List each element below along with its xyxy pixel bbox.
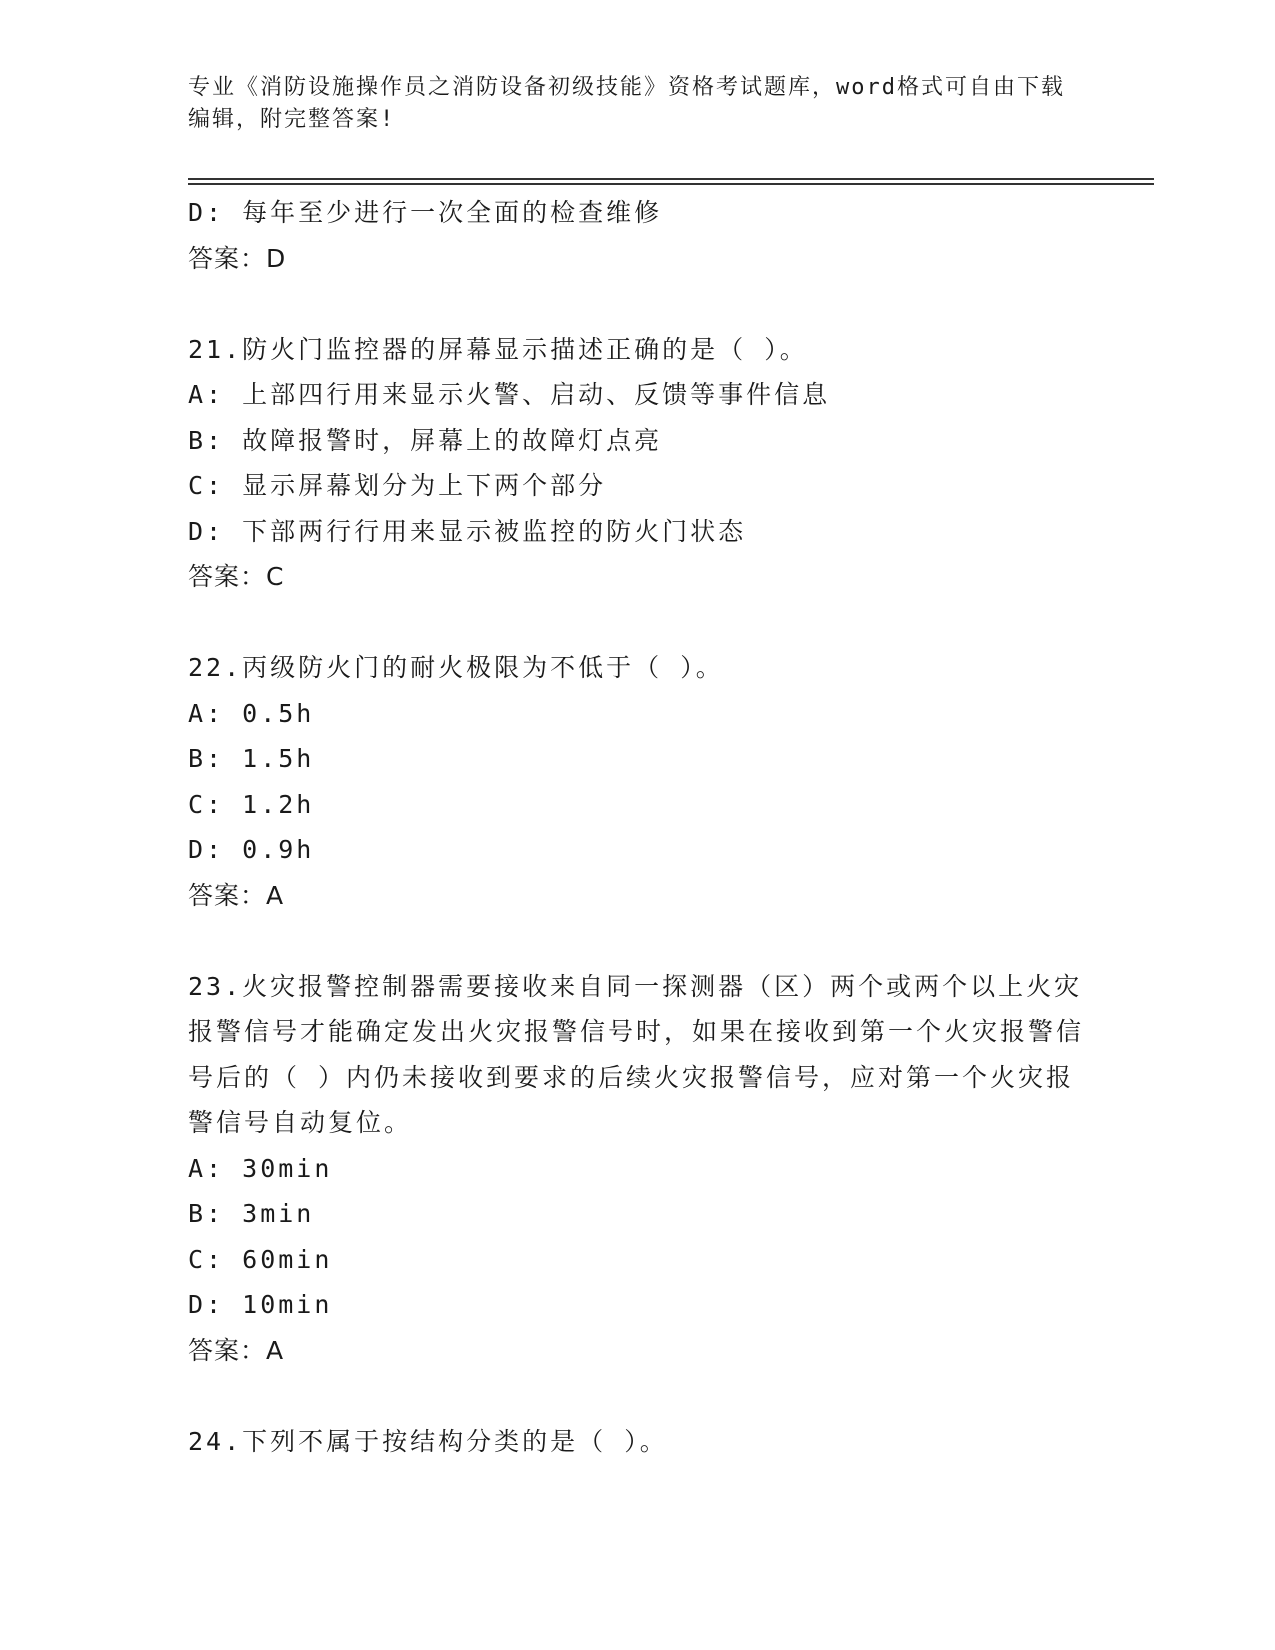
question-stem: 24.下列不属于按结构分类的是（ ）。: [188, 1426, 668, 1456]
option-a: A: 0.5h: [188, 698, 315, 728]
answer: 答案：A: [188, 880, 285, 910]
spacer: [188, 600, 1088, 646]
carryover-option-d: D: 每年至少进行一次全面的检查维修: [188, 198, 663, 227]
option-a: A: 30min: [188, 1153, 333, 1183]
question-22: [188, 645, 1088, 918]
option-b: B: 故障报警时，屏幕上的故障灯点亮: [188, 425, 663, 455]
question-21: [188, 327, 1088, 600]
option-b: B: 3min: [188, 1199, 315, 1228]
option-c: C: 1.2h: [188, 789, 315, 819]
option-c: C: 显示屏幕划分为上下两个部分: [188, 471, 607, 500]
spacer: [188, 918, 1088, 964]
header-text: 专业《消防设施操作员之消防设备初级技能》资格考试题库，word格式可自由下载编辑，附完整答案!: [188, 75, 1065, 132]
question-23: [188, 964, 1088, 1374]
answer: 答案：A: [188, 1335, 285, 1365]
option-c: C: 60min: [188, 1244, 333, 1274]
answer: 答案：C: [188, 562, 285, 591]
question-list: [188, 190, 1088, 1464]
spacer: [188, 1373, 1088, 1419]
header-divider-top: [188, 178, 1154, 180]
question-stem: 21.防火门监控器的屏幕显示描述正确的是（ ）。: [188, 334, 808, 364]
option-d: D: 下部两行行用来显示被监控的防火门状态: [188, 516, 747, 546]
option-d: D: 0.9h: [188, 835, 315, 864]
option-a: A: 上部四行用来显示火警、启动、反馈等事件信息: [188, 380, 831, 409]
question-stem: 23.火灾报警控制器需要接收来自同一探测器（区）两个或两个以上火灾报警信号才能确定发出火灾报警信号时，如果在接收到第一个火灾报警信号后的（ ）内仍未接收到要求的后续火灾报警信号，应对第一个火灾报警信号自动复位。: [188, 971, 1085, 1137]
question-stem: 22.丙级防火门的耐火极限为不低于（ ）。: [188, 653, 724, 682]
option-b: B: 1.5h: [188, 744, 315, 773]
document-header: [188, 72, 1068, 136]
option-d: D: 10min: [188, 1290, 333, 1319]
question-24: [188, 1419, 1088, 1465]
header-divider-bottom: [188, 183, 1154, 185]
carryover-answer: 答案：D: [188, 243, 287, 273]
spacer: [188, 281, 1088, 327]
